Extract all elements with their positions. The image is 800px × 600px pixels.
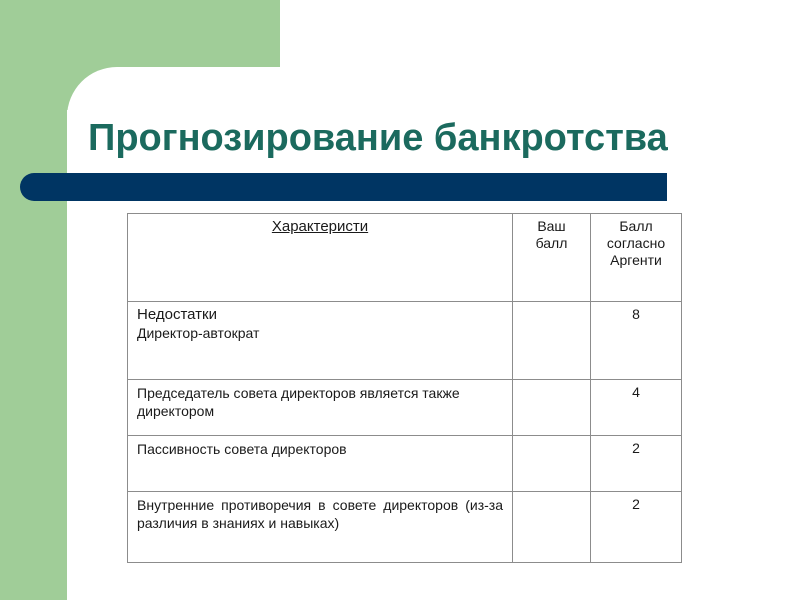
slide-title: Прогнозирование банкротства [88, 117, 668, 159]
argenti-score-cell: 8 [591, 302, 682, 380]
header-your-score: Ваш балл [513, 214, 591, 302]
table-row [128, 436, 682, 492]
your-score-cell [513, 436, 591, 492]
table-row [128, 302, 682, 380]
argenti-score-cell: 2 [591, 436, 682, 492]
argenti-score-cell: 4 [591, 380, 682, 436]
row-characteristic-cell [128, 380, 513, 436]
row-text: Внутренние противоречия в совете директоров (из-за различия в знаниях и навыках) [137, 497, 503, 531]
argenti-score-table [127, 213, 682, 563]
your-score-cell [513, 492, 591, 563]
your-score-cell [513, 302, 591, 380]
your-score-cell [513, 380, 591, 436]
row-characteristic-cell [128, 302, 513, 380]
row-text: Пассивность совета директоров [137, 441, 347, 457]
header-argenti-score: Балл согласно Аргенти [591, 214, 682, 302]
title-underline-bar [20, 173, 667, 201]
argenti-score-cell: 2 [591, 492, 682, 563]
row-characteristic-cell [128, 492, 513, 563]
row-characteristic-cell [128, 436, 513, 492]
row-text: Директор-автократ [137, 325, 260, 341]
row-text: Председатель совета директоров является также директором [137, 385, 460, 419]
table-header-row [128, 214, 682, 302]
table-row [128, 380, 682, 436]
section-label: Недостатки [137, 306, 217, 323]
table-row [128, 492, 682, 563]
header-characteristic: Характеристи [128, 214, 513, 302]
